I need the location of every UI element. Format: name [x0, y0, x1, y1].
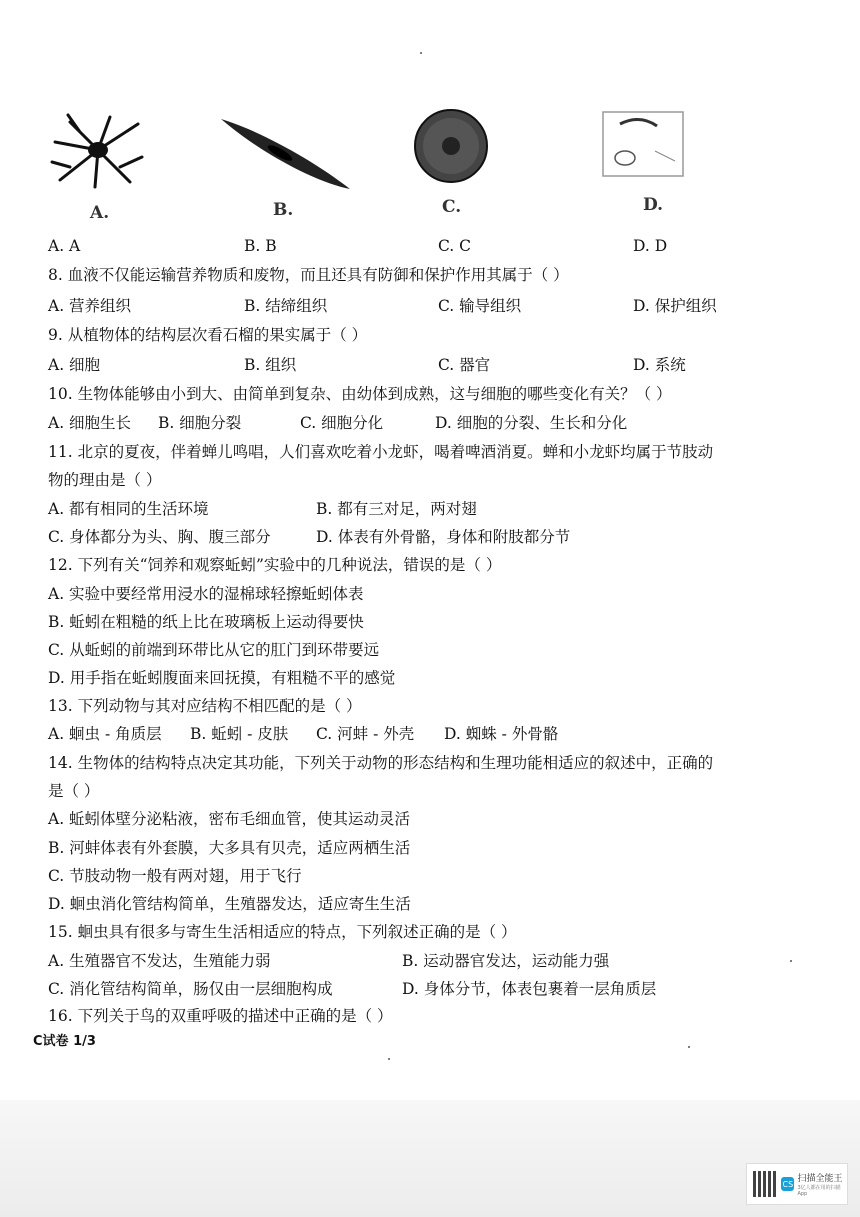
- q10-option-c: C. 细胞分化: [300, 414, 384, 432]
- q15-option-a: A. 生殖器官不发达，生殖能力弱: [48, 952, 271, 970]
- q13-option-a: A. 蛔虫 - 角质层: [48, 725, 162, 743]
- q8-stem: 8. 血液不仅能运输营养物质和废物，而且还具有防御和保护作用其属于（ ）: [48, 266, 569, 284]
- q14-option-c: C. 节肢动物一般有两对翅，用于飞行: [48, 867, 302, 885]
- q12-option-a: A. 实验中要经常用浸水的湿棉球轻擦蚯蚓体表: [48, 585, 364, 603]
- q11-option-c: C. 身体都分为头、胸、腹三部分: [48, 528, 271, 546]
- plant-cell-figure: [595, 106, 690, 181]
- muscle-cell-figure: [218, 115, 353, 193]
- round-cell-figure: [412, 106, 490, 186]
- q11-option-b: B. 都有三对足，两对翅: [316, 500, 477, 518]
- q11-option-d: D. 体表有外骨骼，身体和附肢都分节: [316, 528, 571, 546]
- page-footer: C试卷 1/3: [33, 1034, 96, 1049]
- scan-speck: [388, 1058, 390, 1060]
- q9-option-a: A. 细胞: [48, 356, 101, 374]
- q9-option-d: D. 系统: [633, 356, 686, 374]
- q11-stem-line1: 11. 北京的夏夜，伴着蝉儿鸣唱，人们喜欢吃着小龙虾，喝着啤酒消夏。蝉和小龙虾均属于节肢动: [48, 443, 714, 461]
- q12-stem: 12. 下列有关“饲养和观察蚯蚓”实验中的几种说法，错误的是（ ）: [48, 556, 502, 574]
- figure-d-label: D.: [643, 195, 664, 215]
- figure-a-label: A.: [90, 203, 110, 223]
- q10-option-a: A. 细胞生长: [48, 414, 132, 432]
- q8-option-b: B. 结缔组织: [244, 297, 328, 315]
- q12-option-c: C. 从蚯蚓的前端到环带比从它的肛门到环带要远: [48, 641, 380, 659]
- q9-stem: 9. 从植物体的结构层次看石榴的果实属于（ ）: [48, 326, 368, 344]
- q10-option-b: B. 细胞分裂: [158, 414, 242, 432]
- q15-option-d: D. 身体分节，体表包裹着一层角质层: [402, 980, 657, 998]
- q14-option-b: B. 河蚌体表有外套膜，大多具有贝壳，适应两栖生活: [48, 839, 411, 857]
- q7-option-c: C. C: [438, 237, 472, 255]
- qr-code-icon: [753, 1171, 777, 1197]
- q7-option-d: D. D: [633, 237, 668, 255]
- q12-option-d: D. 用手指在蚯蚓腹面来回抚摸，有粗糙不平的感觉: [48, 669, 396, 687]
- q14-option-d: D. 蛔虫消化管结构简单，生殖器发达，适应寄生生活: [48, 895, 411, 913]
- q14-stem-line1: 14. 生物体的结构特点决定其功能，下列关于动物的形态结构和生理功能相适应的叙述中，正确的: [48, 754, 714, 772]
- q9-option-b: B. 组织: [244, 356, 297, 374]
- q15-option-b: B. 运动器官发达，运动能力强: [402, 952, 610, 970]
- q15-option-c: C. 消化管结构简单，肠仅由一层细胞构成: [48, 980, 333, 998]
- q8-option-a: A. 营养组织: [48, 297, 132, 315]
- q14-stem-line2: 是（ ）: [48, 782, 100, 800]
- q12-option-b: B. 蚯蚓在粗糙的纸上比在玻璃板上运动得要快: [48, 613, 364, 631]
- q8-option-c: C. 输导组织: [438, 297, 522, 315]
- neuron-figure: [50, 112, 145, 192]
- q9-option-c: C. 器官: [438, 356, 491, 374]
- q14-option-a: A. 蚯蚓体壁分泌粘液，密布毛细血管，使其运动灵活: [48, 810, 411, 828]
- scanner-watermark: [746, 1163, 848, 1205]
- q10-stem: 10. 生物体能够由小到大、由简单到复杂、由幼体到成熟，这与细胞的哪些变化有关？（ ）: [48, 385, 672, 403]
- scan-shadow: [0, 1100, 860, 1217]
- cs-logo-icon: CS: [781, 1177, 794, 1191]
- scan-speck: [790, 960, 792, 962]
- q7-option-b: B. B: [244, 237, 277, 255]
- scan-speck: [688, 1046, 690, 1048]
- watermark-title: 扫描全能王: [797, 1174, 843, 1184]
- q13-option-b: B. 蚯蚓 - 皮肤: [190, 725, 289, 743]
- q13-option-d: D. 蜘蛛 - 外骨骼: [444, 725, 559, 743]
- q10-option-d: D. 细胞的分裂、生长和分化: [435, 414, 628, 432]
- q8-option-d: D. 保护组织: [633, 297, 717, 315]
- watermark-subtitle: 3亿人都在用的扫描App: [797, 1185, 841, 1197]
- figure-c-label: C.: [442, 197, 462, 217]
- q15-stem: 15. 蛔虫具有很多与寄生生活相适应的特点，下列叙述正确的是（ ）: [48, 923, 517, 941]
- q13-stem: 13. 下列动物与其对应结构不相匹配的是（ ）: [48, 697, 362, 715]
- q7-option-a: A. A: [48, 237, 81, 255]
- q13-option-c: C. 河蚌 - 外壳: [316, 725, 415, 743]
- q11-stem-line2: 物的理由是（ ）: [48, 471, 162, 489]
- scan-speck: [420, 52, 422, 54]
- q11-option-a: A. 都有相同的生活环境: [48, 500, 209, 518]
- figure-b-label: B.: [273, 200, 294, 220]
- q16-stem: 16. 下列关于鸟的双重呼吸的描述中正确的是（ ）: [48, 1007, 393, 1025]
